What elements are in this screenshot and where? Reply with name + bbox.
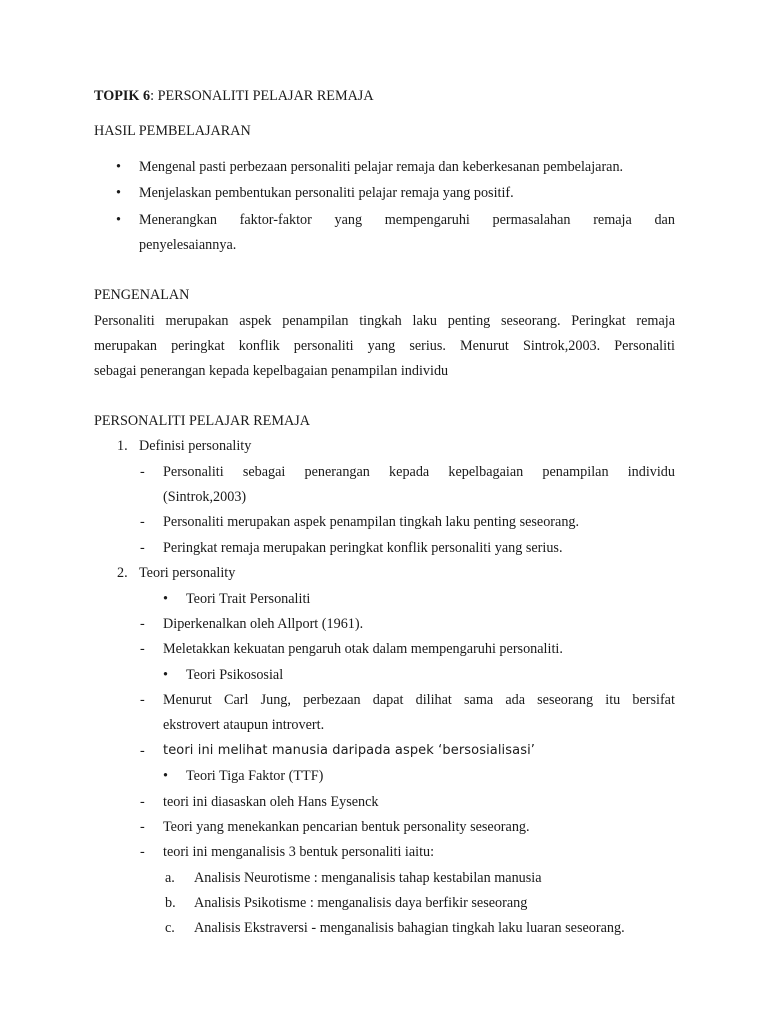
word: tingkah (359, 313, 402, 329)
item-number: 1. (117, 438, 128, 454)
item-1-sub-1-cont: (Sintrok,2003) (163, 489, 247, 505)
dash-marker: - (140, 616, 145, 632)
word: penampilan (542, 464, 609, 480)
bullet-icon: • (116, 159, 121, 175)
bullet-icon: • (163, 768, 168, 784)
item-1-sub-1 (163, 463, 675, 481)
trait-point-2: Meletakkan kekuatan pengaruh otak dalam mempengaruhi personaliti. (163, 641, 563, 657)
hasil-heading: HASIL PEMBELAJARAN (94, 123, 251, 139)
word: Jung, (260, 692, 291, 708)
topic-label: TOPIK 6 (94, 88, 151, 104)
word: serius. (409, 338, 446, 354)
pengenalan-line-2 (94, 337, 675, 355)
teori-ttf: Teori Tiga Faktor (TTF) (186, 768, 324, 784)
dash-marker: - (140, 514, 145, 530)
word: laku (412, 313, 437, 329)
bullet-icon: • (163, 667, 168, 683)
word: dan (654, 212, 675, 228)
ttf-point-1: teori ini diasaskan oleh Hans Eysenck (163, 794, 379, 810)
analisis-neurotisme: Analisis Neurotisme : menganalisis tahap kestabilan manusia (194, 870, 542, 886)
word: merupakan (165, 313, 229, 329)
dash-marker: - (140, 692, 145, 708)
word: Sintrok,2003. (522, 338, 601, 354)
list-marker: a. (165, 870, 175, 886)
word: dapat (372, 692, 404, 708)
dash-marker: - (140, 743, 145, 759)
topic-title-text: : PERSONALITI PELAJAR REMAJA (150, 88, 374, 104)
word: personaliti (293, 338, 354, 354)
psiko-point-1-cont: ekstrovert ataupun introvert. (163, 717, 325, 733)
list-marker: c. (165, 920, 175, 936)
word: Personaliti (614, 338, 675, 354)
personaliti-heading: PERSONALITI PELAJAR REMAJA (94, 413, 310, 429)
word: Carl (224, 692, 249, 708)
word: individu (627, 464, 675, 480)
ttf-point-3: teori ini menganalisis 3 bentuk personaliti iaitu: (163, 844, 435, 860)
word: Menerangkan (139, 212, 217, 228)
word: konflik (238, 338, 280, 354)
dash-marker: - (140, 641, 145, 657)
word: kepelbagaian (448, 464, 524, 480)
pengenalan-line-3: sebagai penerangan kepada kepelbagaian penampilan individu (94, 363, 449, 379)
word: remaja (593, 212, 632, 228)
item-2-label: Teori personality (139, 565, 236, 581)
word: remaja (636, 313, 675, 329)
dash-marker: - (140, 844, 145, 860)
word: dilihat (415, 692, 452, 708)
word: kepada (389, 464, 430, 480)
trait-point-1: Diperkenalkan oleh Allport (1961). (163, 616, 364, 632)
word: ada (505, 692, 526, 708)
word: seseorang. (501, 313, 561, 329)
item-1-sub-3: Peringkat remaja merupakan peringkat konflik personaliti yang serius. (163, 540, 563, 556)
word: Personaliti (94, 313, 155, 329)
word: penampilan (282, 313, 349, 329)
teori-trait: Teori Trait Personaliti (186, 591, 311, 607)
word: merupakan (94, 338, 158, 354)
word: Menurut (163, 692, 212, 708)
hasil-bullet-3 (139, 211, 675, 229)
ttf-point-2: Teori yang menekankan pencarian bentuk personality seseorang. (163, 819, 530, 835)
word: permasalahan (492, 212, 571, 228)
teori-psikososial: Teori Psikososial (186, 667, 284, 683)
bullet-icon: • (116, 185, 121, 201)
word: itu (605, 692, 621, 708)
word: yang (334, 212, 363, 228)
word: faktor-faktor (239, 212, 312, 228)
analisis-ekstraversi: Analisis Ekstraversi - menganalisis bahagian tingkah laku luaran seseorang. (194, 920, 625, 936)
dash-marker: - (140, 819, 145, 835)
dash-marker: - (140, 540, 145, 556)
item-1-label: Definisi personality (139, 438, 252, 454)
word: aspek (239, 313, 272, 329)
hasil-bullet-3-cont: penyelesaiannya. (139, 237, 237, 253)
dash-marker: - (140, 794, 145, 810)
word: Peringkat (571, 313, 626, 329)
item-number: 2. (117, 565, 128, 581)
bullet-icon: • (163, 591, 168, 607)
word: sebagai (242, 464, 286, 480)
hasil-bullet-1: Mengenal pasti perbezaan personaliti pelajar remaja dan keberkesanan pembelajaran. (139, 159, 624, 175)
bullet-icon: • (116, 212, 121, 228)
word: bersifat (632, 692, 675, 708)
word: Menurut (460, 338, 509, 354)
word: mempengaruhi (384, 212, 470, 228)
word: penerangan (304, 464, 370, 480)
word: penting (447, 313, 491, 329)
psiko-point-2: teori ini melihat manusia daripada aspek ‘bersosialisasi’ (163, 743, 536, 758)
pengenalan-heading: PENGENALAN (94, 287, 190, 303)
item-1-sub-2: Personaliti merupakan aspek penampilan tingkah laku penting seseorang. (163, 514, 580, 530)
word: peringkat (171, 338, 225, 354)
word: Personaliti (163, 464, 224, 480)
analisis-psikotisme: Analisis Psikotisme : menganalisis daya berfikir seseorang (194, 895, 528, 911)
hasil-bullet-2: Menjelaskan pembentukan personaliti pelajar remaja yang positif. (139, 185, 514, 201)
dash-marker: - (140, 464, 145, 480)
word: yang (367, 338, 396, 354)
word: perbezaan (303, 692, 361, 708)
psiko-point-1 (163, 691, 675, 709)
topic-title (94, 87, 374, 105)
list-marker: b. (165, 895, 176, 911)
word: seseorang (537, 692, 594, 708)
word: sama (464, 692, 494, 708)
pengenalan-line-1 (94, 312, 675, 330)
